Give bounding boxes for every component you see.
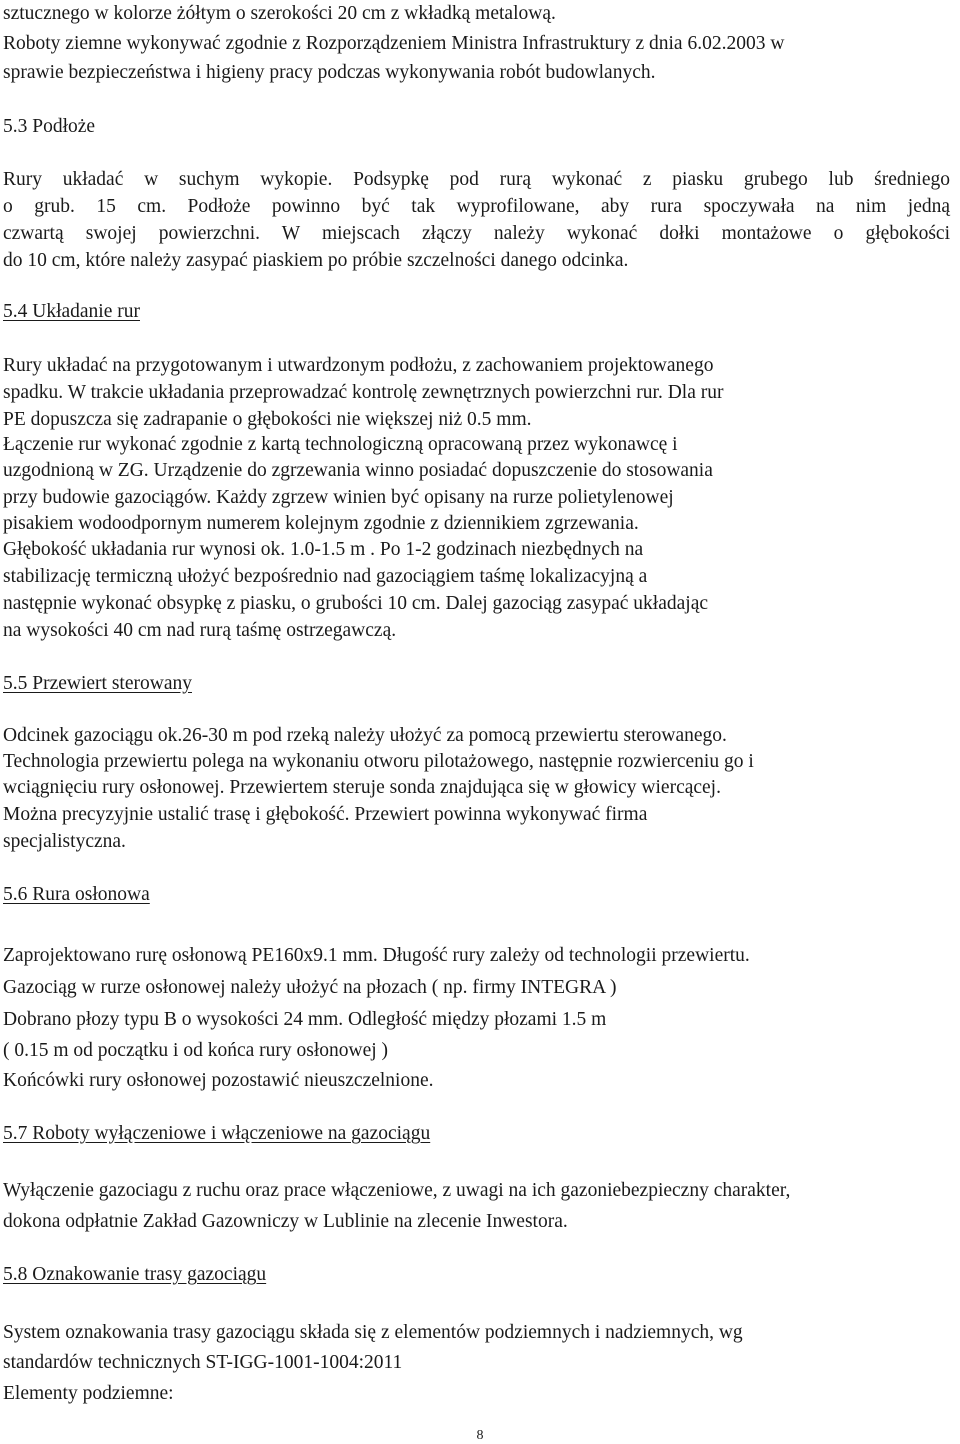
section-heading-5-5: 5.5 Przewiert sterowany (3, 673, 192, 694)
section-heading-5-8: 5.8 Oznakowanie trasy gazociągu (3, 1264, 267, 1285)
intro-line: Roboty ziemne wykonywać zgodnie z Rozporządzeniem Ministra Infrastruktury z dnia 6.02.2003 w (3, 33, 785, 54)
section-5-4-line: następnie wykonać obsypkę z piasku, o grubości 10 cm. Dalej gazociąg zasypać układając (3, 593, 708, 614)
section-5-6-line: Zaprojektowano rurę osłonową PE160x9.1 mm. Długość rury zależy od technologii przewiertu. (3, 945, 750, 966)
section-5-7-line: dokona odpłatnie Zakład Gazowniczy w Lublinie na zlecenie Inwestora. (3, 1211, 568, 1232)
section-heading-5-7: 5.7 Roboty wyłączeniowe i włączeniowe na gazociągu (3, 1123, 431, 1144)
section-5-4-line: na wysokości 40 cm nad rurą taśmę ostrzegawczą. (3, 620, 397, 641)
section-5-6-line: Gazociąg w rurze osłonowej należy ułożyć na płozach ( np. firmy INTEGRA ) (3, 977, 617, 998)
intro-line: sprawie bezpieczeństwa i higieny pracy podczas wykonywania robót budowlanych. (3, 62, 656, 83)
section-5-4-line: PE dopuszcza się zadrapanie o głębokości nie większej niż 0.5 mm. (3, 409, 532, 430)
intro-line: sztucznego w kolorze żółtym o szerokości 20 cm z wkładką metalową. (3, 3, 556, 24)
section-5-5-line: specjalistyczna. (3, 831, 126, 852)
section-5-3-line: czwartą swojej powierzchni. W miejscach złączy należy wykonać dołki montażowe o głębokości (3, 223, 950, 244)
section-5-7-line: Wyłączenie gazociagu z ruchu oraz prace włączeniowe, z uwagi na ich gazoniebezpieczny charakter, (3, 1180, 791, 1201)
section-5-6-line: Końcówki rury osłonowej pozostawić nieuszczelnione. (3, 1070, 434, 1091)
page-number: 8 (476, 1428, 484, 1443)
section-5-4-line: przy budowie gazociągów. Każdy zgrzew winien być opisany na rurze polietylenowej (3, 487, 674, 508)
section-5-3-line: do 10 cm, które należy zasypać piaskiem po próbie szczelności danego odcinka. (3, 250, 629, 271)
section-5-5-line: wciągnięciu rury osłonowej. Przewiertem steruje sonda znajdująca się w głowicy wiercącej. (3, 777, 721, 798)
section-5-4-line: pisakiem wodoodpornym numerem kolejnym zgodnie z dziennikiem zgrzewania. (3, 513, 639, 534)
section-5-4-line: Głębokość układania rur wynosi ok. 1.0-1.5 m . Po 1-2 godzinach niezbędnych na (3, 539, 644, 560)
section-5-4-line: Łączenie rur wykonać zgodnie z kartą technologiczną opracowaną przez wykonawcę i (3, 434, 678, 455)
section-5-3-line: Rury układać w suchym wykopie. Podsypkę pod rurą wykonać z piasku grubego lub średniego (3, 169, 950, 190)
section-5-4-line: spadku. W trakcie układania przeprowadzać kontrolę zewnętrznych powierzchni rur. Dla rur (3, 382, 724, 403)
section-5-5-line: Technologia przewiertu polega na wykonaniu otworu pilotażowego, następnie rozwierceniu go i (3, 751, 754, 772)
section-5-4-line: Rury układać na przygotowanym i utwardzonym podłożu, z zachowaniem projektowanego (3, 355, 714, 376)
section-heading-5-3: 5.3 Podłoże (3, 116, 96, 137)
section-5-8-line: System oznakowania trasy gazociągu składa się z elementów podziemnych i nadziemnych, wg (3, 1322, 743, 1343)
section-5-3-line: o grub. 15 cm. Podłoże powinno być tak wyprofilowane, aby rura spoczywała na nim jedną (3, 196, 950, 217)
section-5-6-line: ( 0.15 m od początku i od końca rury osłonowej ) (3, 1040, 389, 1061)
section-5-8-line: Elementy podziemne: (3, 1383, 174, 1404)
section-5-8-line: standardów technicznych ST-IGG-1001-1004:2011 (3, 1352, 403, 1373)
section-heading-5-4: 5.4 Układanie rur (3, 301, 140, 322)
section-5-4-line: stabilizację termiczną ułożyć bezpośrednio nad gazociągiem taśmę lokalizacyjną a (3, 566, 648, 587)
section-heading-5-6: 5.6 Rura osłonowa (3, 884, 150, 905)
section-5-5-line: Można precyzyjnie ustalić trasę i głębokość. Przewiert powinna wykonywać firma (3, 804, 648, 825)
section-5-6-line: Dobrano płozy typu B o wysokości 24 mm. Odległość między płozami 1.5 m (3, 1009, 607, 1030)
section-5-4-line: uzgodnioną w ZG. Urządzenie do zgrzewania winno posiadać dopuszczenie do stosowania (3, 460, 713, 481)
section-5-5-line: Odcinek gazociągu ok.26-30 m pod rzeką należy ułożyć za pomocą przewiertu sterowanego. (3, 725, 727, 746)
